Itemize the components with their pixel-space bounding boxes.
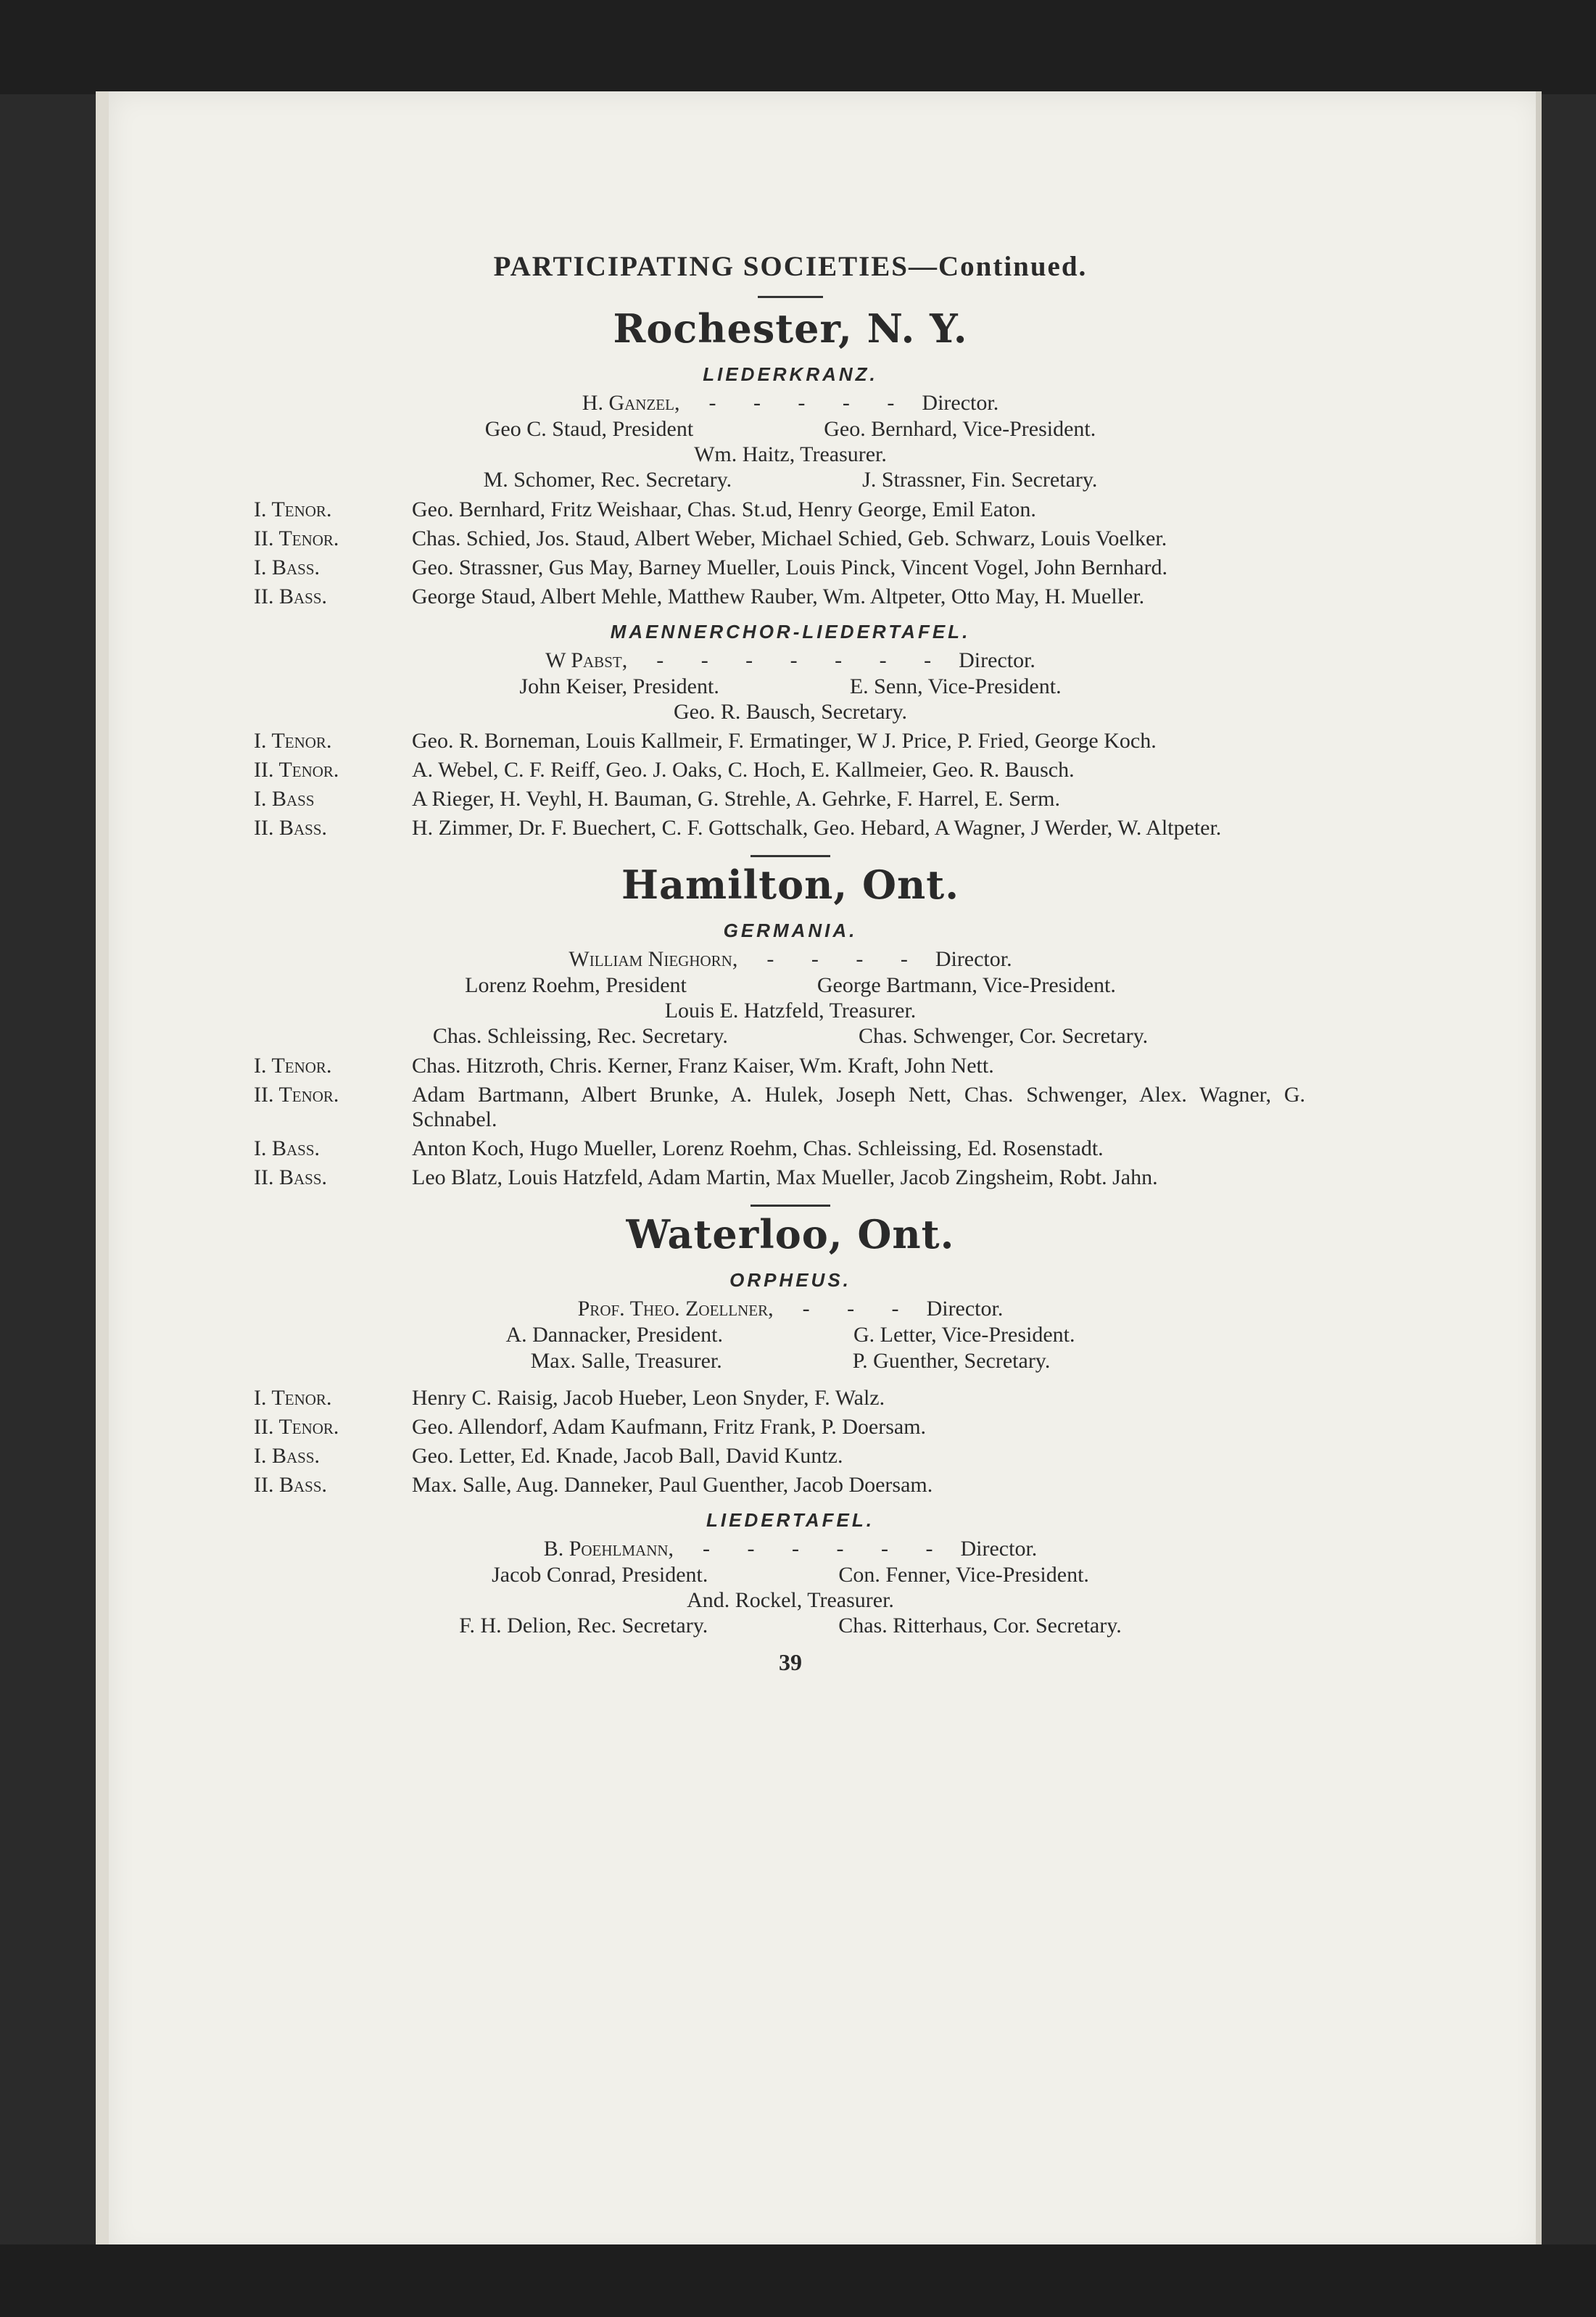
voice-label: I. Tenor. [254,1386,332,1410]
secretary: Geo. R. Bausch, Secretary. [673,700,908,724]
director-name: B. Poehlmann, [543,1537,674,1561]
officer-line [247,1613,1334,1639]
voice-members: Geo. R. Borneman, Louis Kallmeir, F. Ermatinger, W J. Price, P. Fried, George Koch. [412,729,1157,753]
voice-members: A. Webel, C. F. Reiff, Geo. J. Oaks, C. Hoch, E. Kallmeier, Geo. R. Bausch. [412,758,1075,782]
director-label: Director. [960,1537,1038,1561]
voice-members: Adam Bartmann, Albert Brunke, A. Hulek, Joseph Nett, Chas. Schwenger, Alex. Wagner, G. Schnabel. [412,1083,1305,1131]
officer-line [247,1322,1334,1348]
section-rule [751,855,830,857]
director-label: Director. [922,391,999,415]
voice-row [247,1054,1334,1078]
vice-president: George Bartmann, Vice-President. [816,973,1116,997]
treasurer: Wm. Haitz, Treasurer. [694,442,887,466]
vice-president: G. Letter, Vice-President. [853,1323,1075,1347]
page-number: 39 [779,1649,802,1675]
president: Geo C. Staud, President [484,417,694,441]
director-name: W Pabst, [545,648,628,672]
director-label: Director. [959,648,1035,672]
rec-secretary: F. H. Delion, Rec. Secretary. [459,1614,708,1637]
voice-members: George Staud, Albert Mehle, Matthew Rauber, Wm. Altpeter, Otto May, H. Mueller. [412,585,1145,608]
director-line [247,1536,1334,1562]
page-header: PARTICIPATING SOCIETIES—Continued. [493,251,1088,282]
page-content [247,250,1334,1676]
voice-label: II. Bass. [254,816,328,840]
director-line [247,648,1334,674]
vice-president: E. Senn, Vice-President. [849,674,1062,698]
spacer [247,1374,1334,1381]
officer-line [247,1348,1334,1374]
director-dots: - - - - - - - [656,648,948,672]
page-edge-right [1536,91,1542,2256]
voice-label: II. Tenor. [254,1415,339,1439]
voice-row [247,729,1334,753]
rec-secretary: Chas. Schleissing, Rec. Secretary. [432,1024,728,1048]
fin-secretary: J. Strassner, Fin. Secretary. [862,468,1098,492]
voice-members: Chas. Hitzroth, Chris. Kerner, Franz Kaiser, Wm. Kraft, John Nett. [412,1054,994,1078]
voice-row [247,816,1334,841]
director-dots: - - - - [766,947,924,971]
director-label: Director. [926,1297,1004,1321]
section-rule [751,1205,830,1207]
treasurer: Louis E. Hatzfeld, Treasurer. [664,999,917,1023]
officer-line [247,467,1334,493]
voice-label: II. Tenor. [254,526,339,550]
voice-row [247,1136,1334,1161]
voice-row [247,758,1334,782]
officer-line [247,674,1334,700]
voice-label: I. Bass. [254,555,321,579]
film-border-bottom [0,2244,1596,2317]
officer-line [247,416,1334,442]
voice-row [247,1386,1334,1411]
vice-president: Geo. Bernhard, Vice-President. [824,417,1096,441]
voice-row [247,1165,1334,1190]
secretary: P. Guenther, Secretary. [852,1349,1051,1373]
voice-row [247,526,1334,551]
voice-row [247,1415,1334,1440]
page-edge-left [96,91,110,2256]
voice-label: II. Tenor. [254,1083,339,1107]
treasurer: Max. Salle, Treasurer. [530,1349,722,1373]
voice-row [247,555,1334,580]
society-name: GERMANIA. [723,920,858,941]
voice-members: Geo. Allendorf, Adam Kaufmann, Fritz Frank, P. Doersam. [412,1415,927,1439]
voice-row [247,1083,1334,1132]
director-name: H. Ganzel, [582,391,680,415]
society-name: ORPHEUS. [729,1269,851,1291]
voice-label: II. Tenor. [254,758,339,782]
director-line [247,946,1334,972]
director-name: William Nieghorn, [568,947,738,971]
header-rule [758,296,823,298]
voice-members: Leo Blatz, Louis Hatzfeld, Adam Martin, Max Mueller, Jacob Zingsheim, Robt. Jahn. [412,1165,1158,1189]
director-line [247,1296,1334,1322]
director-dots: - - - - - - [703,1537,949,1561]
president: Jacob Conrad, President. [492,1563,708,1587]
officer-line [247,972,1334,999]
voice-members: H. Zimmer, Dr. F. Buechert, C. F. Gottschalk, Geo. Hebard, A Wagner, J Werder, W. Altpeter. [412,816,1222,840]
vice-president: Con. Fenner, Vice-President. [838,1563,1089,1587]
voice-label: I. Tenor. [254,497,332,521]
director-dots: - - - [802,1297,915,1321]
president: Lorenz Roehm, President [465,973,687,997]
officer-line [247,1562,1334,1588]
voice-row [247,585,1334,609]
treasurer: And. Rockel, Treasurer. [687,1588,894,1612]
voice-members: Henry C. Raisig, Jacob Hueber, Leon Snyder, F. Walz. [412,1386,885,1410]
cor-secretary: Chas. Schwenger, Cor. Secretary. [858,1024,1149,1048]
voice-members: Anton Koch, Hugo Mueller, Lorenz Roehm, Chas. Schleissing, Ed. Rosenstadt. [412,1136,1104,1160]
voice-row [247,787,1334,811]
voice-members: A Rieger, H. Veyhl, H. Bauman, G. Strehle, A. Gehrke, F. Harrel, E. Serm. [412,787,1061,811]
society-name: MAENNERCHOR-LIEDERTAFEL. [610,621,971,643]
voice-label: I. Tenor. [254,729,332,753]
voice-label: I. Tenor. [254,1054,332,1078]
rec-secretary: M. Schomer, Rec. Secretary. [483,468,732,492]
voice-members: Chas. Schied, Jos. Staud, Albert Weber, Michael Schied, Geb. Schwarz, Louis Voelker. [412,526,1167,550]
city-heading: Hamilton, Ont. [621,862,960,908]
voice-members: Geo. Letter, Ed. Knade, Jacob Ball, David Kuntz. [412,1444,843,1468]
voice-row [247,1444,1334,1469]
film-border-top [0,0,1596,94]
voice-label: I. Bass [254,787,315,811]
cor-secretary: Chas. Ritterhaus, Cor. Secretary. [838,1614,1122,1637]
society-name: LIEDERTAFEL. [706,1509,875,1531]
voice-label: II. Bass. [254,1165,328,1189]
president: John Keiser, President. [519,674,719,698]
city-heading: Rochester, N. Y. [613,305,968,352]
voice-members: Geo. Bernhard, Fritz Weishaar, Chas. St.ud, Henry George, Emil Eaton. [412,497,1036,521]
voice-label: I. Bass. [254,1444,321,1468]
officer-line [247,1023,1334,1049]
voice-label: I. Bass. [254,1136,321,1160]
director-dots: - - - - - [708,391,911,415]
director-name: Prof. Theo. Zoellner, [577,1297,774,1321]
director-label: Director. [935,947,1012,971]
voice-members: Max. Salle, Aug. Danneker, Paul Guenther, Jacob Doersam. [412,1473,933,1497]
president: A. Dannacker, President. [505,1323,723,1347]
city-heading: Waterloo, Ont. [626,1211,955,1257]
voice-members: Geo. Strassner, Gus May, Barney Mueller, Louis Pinck, Vincent Vogel, John Bernhard. [412,555,1168,579]
director-line [247,390,1334,416]
voice-label: II. Bass. [254,585,328,608]
voice-row [247,1473,1334,1498]
voice-row [247,497,1334,522]
voice-label: II. Bass. [254,1473,328,1497]
society-name: LIEDERKRANZ. [703,363,878,385]
